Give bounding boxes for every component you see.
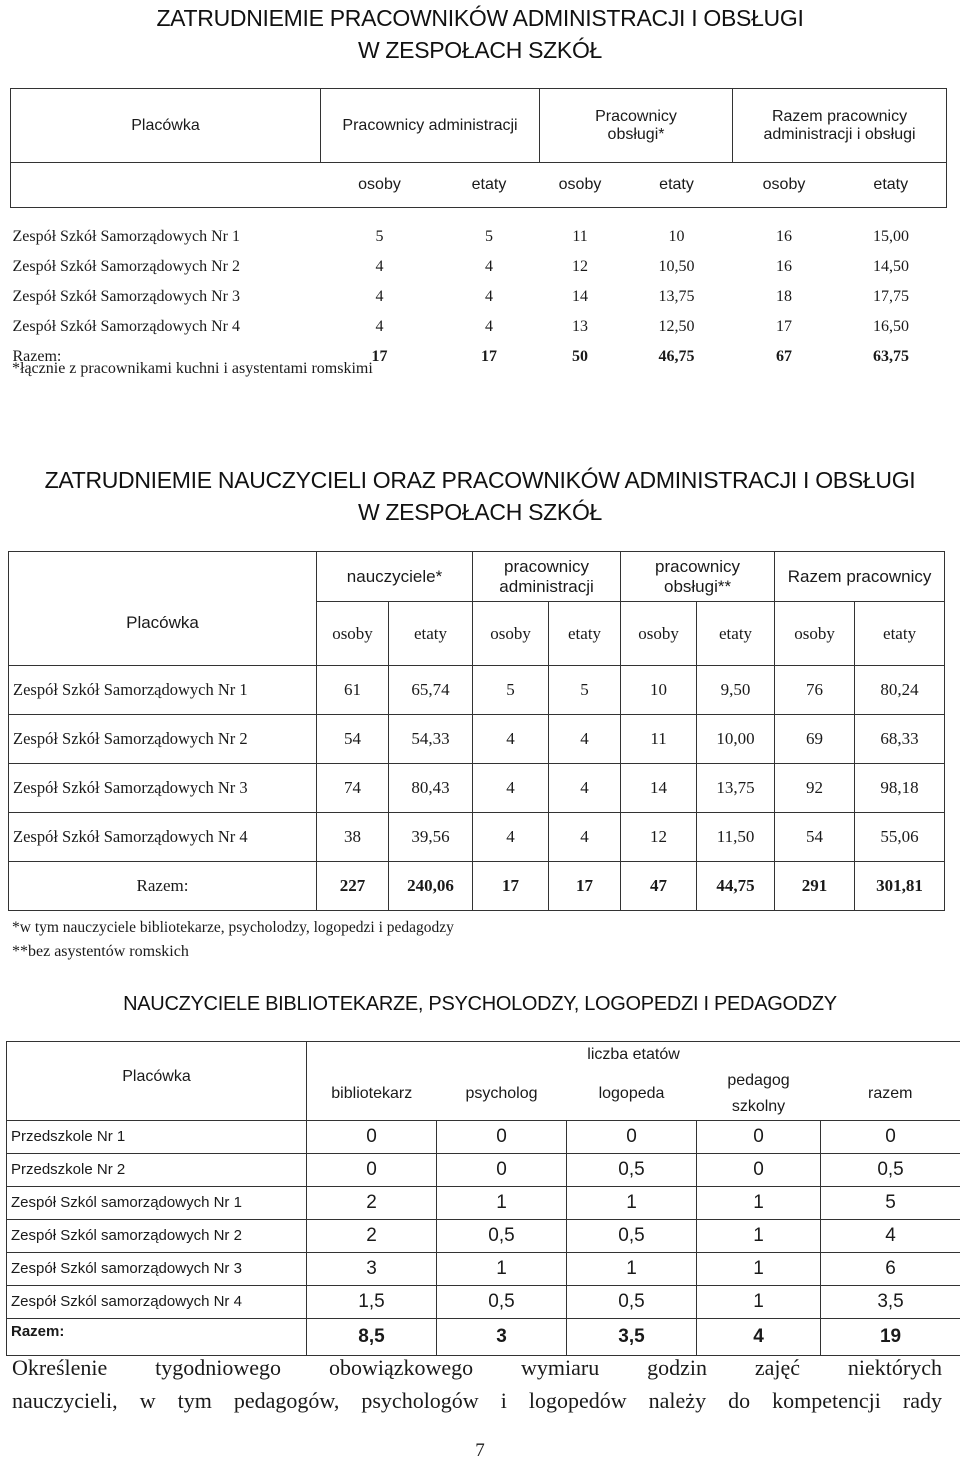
cell: 98,18: [855, 764, 945, 813]
total-cell: 240,06: [389, 862, 473, 911]
cell: 11: [572, 228, 588, 245]
total-cell: 46,75: [658, 348, 695, 365]
cell: 4: [375, 258, 384, 275]
subheader-cell: etaty: [621, 163, 733, 208]
cell: 0: [567, 1120, 697, 1153]
cell: 1: [697, 1219, 821, 1252]
table-row: [7, 1153, 960, 1186]
cell: 76: [775, 666, 855, 715]
table-row: [7, 1186, 960, 1219]
subheader-cell: etaty: [549, 602, 621, 666]
total-cell: 17: [549, 862, 621, 911]
header-pedagog-line1: pedagog: [727, 1071, 790, 1089]
total-cell: 63,75: [873, 348, 910, 365]
cell: 4: [473, 764, 549, 813]
cell: 4: [485, 318, 493, 335]
row-name: Zespół Szkół Samorządowych Nr 3: [9, 764, 317, 813]
section2-title-line1: ZATRUDNIEMIE NAUCZYCIELI ORAZ PRACOWNIKÓW ADMINISTRACJI I OBSŁUGI: [44, 467, 916, 493]
cell: 61: [317, 666, 389, 715]
subheader-empty: [11, 163, 321, 208]
header-pedagog-line2: szkolny: [731, 1097, 786, 1115]
header-admin: Pracownicy administracji: [321, 89, 540, 163]
cell: 1: [437, 1252, 567, 1285]
cell: 0: [821, 1120, 960, 1153]
subheader-cell: etaty: [389, 602, 473, 666]
table-row: [7, 1219, 960, 1252]
total-cell: 19: [821, 1318, 960, 1355]
cell: 16: [776, 228, 793, 245]
total-cell: 50: [572, 348, 589, 365]
cell: 0,5: [567, 1285, 697, 1318]
cell: 11,50: [697, 813, 775, 862]
cell: 16: [776, 258, 793, 275]
header-razem-line1: Razem pracownicy: [771, 107, 908, 125]
subheader-cell: etaty: [439, 163, 540, 208]
total-cell: 3: [437, 1318, 567, 1355]
subheader-cell: etaty: [836, 163, 947, 208]
cell: 13,75: [697, 764, 775, 813]
subheader-cell: osoby: [540, 163, 621, 208]
cell: 10: [621, 666, 697, 715]
table-row: [9, 764, 945, 813]
header-pedagog: [697, 1068, 821, 1121]
cell: 2: [307, 1186, 437, 1219]
cell: 5: [549, 666, 621, 715]
cell: 0: [437, 1153, 567, 1186]
cell: 5: [485, 228, 493, 245]
section2-footnote2: **bez asystentów romskich: [12, 943, 189, 960]
section2-title-line2: W ZESPOŁACH SZKÓŁ: [357, 499, 603, 525]
table-row: [11, 222, 947, 252]
subheader-cell: osoby: [317, 602, 389, 666]
cell: 10,00: [697, 715, 775, 764]
header-logopeda: logopeda: [567, 1068, 697, 1121]
teachers-staff-table: [8, 551, 945, 911]
header-obsluga: [540, 89, 733, 163]
section3-title: NAUCZYCIELE BIBLIOTEKARZE, PSYCHOLODZY, LOGOPEDZI I PEDAGODZY: [123, 993, 837, 1015]
cell: 0,5: [437, 1285, 567, 1318]
header-liczba-etatow: liczba etatów: [307, 1042, 960, 1068]
header-razem-line2: administracji i obsługi: [763, 125, 916, 143]
cell: 68,33: [855, 715, 945, 764]
total-cell: 17: [473, 862, 549, 911]
cell: 18: [776, 288, 793, 305]
body-paragraph: [12, 1351, 942, 1417]
cell: 1: [567, 1252, 697, 1285]
total-cell: 4: [697, 1318, 821, 1355]
paragraph-line1: Określenie tygodniowego obowiązkowego wymiaru godzin zajęć niektórych: [12, 1355, 942, 1380]
cell: 2: [307, 1219, 437, 1252]
row-name: Zespół Szkół Samorządowych Nr 3: [12, 288, 241, 305]
cell: 0,5: [437, 1219, 567, 1252]
cell: 17: [776, 318, 793, 335]
row-name: Przedszkole Nr 1: [7, 1120, 307, 1153]
total-cell: 227: [317, 862, 389, 911]
cell: 4: [549, 715, 621, 764]
cell: 0,5: [821, 1153, 960, 1186]
table-row: [11, 282, 947, 312]
cell: 4: [549, 764, 621, 813]
cell: 3,5: [821, 1285, 960, 1318]
cell: 0,5: [567, 1153, 697, 1186]
header-placowka: Placówka: [7, 1042, 307, 1121]
total-label: Razem:: [9, 862, 317, 911]
cell: 15,00: [873, 228, 910, 245]
row-name: Zespół Szkól samorządowych Nr 2: [7, 1219, 307, 1252]
cell: 0: [307, 1120, 437, 1153]
table-row: [9, 715, 945, 764]
header-placowka: Placówka: [11, 89, 321, 163]
spacer: [11, 208, 947, 223]
header-obsluga-line2: obsługi*: [607, 125, 665, 143]
cell: 14,50: [873, 258, 910, 275]
total-cell: 291: [775, 862, 855, 911]
total-label: Razem:: [7, 1318, 307, 1355]
cell: 12: [621, 813, 697, 862]
cell: 10: [668, 228, 685, 245]
cell: 4: [375, 288, 384, 305]
header-obsluga-line1: pracownicy: [655, 556, 741, 576]
row-name: Przedszkole Nr 2: [7, 1153, 307, 1186]
row-name: Zespół Szkół Samorządowych Nr 4: [9, 813, 317, 862]
header-admin-line1: pracownicy: [504, 556, 590, 576]
cell: 5: [473, 666, 549, 715]
subheader-cell: etaty: [855, 602, 945, 666]
row-name: Zespół Szkół Samorządowych Nr 2: [9, 715, 317, 764]
total-cell: 8,5: [307, 1318, 437, 1355]
cell: 1,5: [307, 1285, 437, 1318]
cell: 4: [821, 1219, 960, 1252]
cell: 4: [549, 813, 621, 862]
cell: 1: [697, 1285, 821, 1318]
row-name: Zespół Szkól samorządowych Nr 3: [7, 1252, 307, 1285]
header-obsluga-line1: Pracownicy: [595, 107, 677, 125]
row-name: Zespół Szkół Samorządowych Nr 4: [12, 318, 241, 335]
total-cell: 67: [776, 348, 793, 365]
cell: 10,50: [658, 258, 695, 275]
row-name: Zespół Szkół Samorządowych Nr 1: [12, 228, 241, 245]
cell: 0,5: [567, 1219, 697, 1252]
section1-title-line2: W ZESPOŁACH SZKÓŁ: [357, 37, 603, 63]
cell: 4: [473, 715, 549, 764]
cell: 69: [775, 715, 855, 764]
cell: 0: [307, 1153, 437, 1186]
cell: 80,43: [389, 764, 473, 813]
section1-title: [0, 2, 960, 66]
staff-admin-table: [10, 88, 947, 372]
cell: 17,75: [873, 288, 910, 305]
cell: 92: [775, 764, 855, 813]
page-number: 7: [475, 1440, 485, 1461]
cell: 13: [572, 318, 589, 335]
cell: 11: [621, 715, 697, 764]
header-obsluga-line2: obsługi**: [663, 576, 732, 596]
cell: 4: [473, 813, 549, 862]
cell: 12,50: [658, 318, 695, 335]
cell: 39,56: [389, 813, 473, 862]
table-row: [7, 1120, 960, 1153]
cell: 0: [697, 1120, 821, 1153]
subheader-cell: osoby: [473, 602, 549, 666]
cell: 54: [317, 715, 389, 764]
row-name: Zespół Szkół Samorządowych Nr 1: [9, 666, 317, 715]
subheader-cell: osoby: [621, 602, 697, 666]
total-cell: 17: [481, 348, 497, 365]
header-obsluga: [621, 552, 775, 602]
cell: 16,50: [873, 318, 910, 335]
header-razem: razem: [821, 1068, 960, 1121]
cell: 12: [572, 258, 589, 275]
cell: 54: [775, 813, 855, 862]
specialist-teachers-table: [6, 1041, 960, 1356]
subheader-cell: osoby: [775, 602, 855, 666]
cell: 0: [697, 1153, 821, 1186]
cell: 5: [821, 1186, 960, 1219]
table-row: [11, 312, 947, 342]
cell: 1: [697, 1186, 821, 1219]
cell: 4: [485, 258, 493, 275]
header-razem: [733, 89, 947, 163]
header-razem: Razem pracownicy: [775, 552, 945, 602]
cell: 55,06: [855, 813, 945, 862]
table-row: [7, 1252, 960, 1285]
total-cell: 47: [621, 862, 697, 911]
total-label: Razem:: [12, 348, 62, 365]
cell: 1: [567, 1186, 697, 1219]
total-cell: 3,5: [567, 1318, 697, 1355]
row-name: Zespół Szkół Samorządowych Nr 2: [12, 258, 241, 275]
cell: 1: [697, 1252, 821, 1285]
table-row: [7, 1285, 960, 1318]
subheader-cell: osoby: [321, 163, 439, 208]
cell: 5: [375, 228, 384, 245]
subheader-cell: osoby: [733, 163, 836, 208]
row-name: Zespół Szkól samorządowych Nr 4: [7, 1285, 307, 1318]
cell: 4: [485, 288, 493, 305]
subheader-cell: etaty: [697, 602, 775, 666]
total-row: [9, 862, 945, 911]
section2-footnote1: *w tym nauczyciele bibliotekarze, psycholodzy, logopedzi i pedagodzy: [12, 919, 454, 936]
cell: 6: [821, 1252, 960, 1285]
cell: 13,75: [658, 288, 695, 305]
section1-footnote: *łącznie z pracownikami kuchni i asystentami romskimi: [12, 360, 373, 377]
cell: 1: [437, 1186, 567, 1219]
header-placowka: Placówka: [9, 552, 317, 666]
table-row: [9, 813, 945, 862]
cell: 4: [375, 318, 384, 335]
cell: 3: [307, 1252, 437, 1285]
cell: 80,24: [855, 666, 945, 715]
header-bibliotekarz: bibliotekarz: [307, 1068, 437, 1121]
table-row: [11, 252, 947, 282]
total-cell: 301,81: [855, 862, 945, 911]
header-nauczyciele: nauczyciele*: [317, 552, 473, 602]
cell: 9,50: [697, 666, 775, 715]
cell: 38: [317, 813, 389, 862]
header-psycholog: psycholog: [437, 1068, 567, 1121]
cell: 74: [317, 764, 389, 813]
cell: 0: [437, 1120, 567, 1153]
total-cell: 44,75: [697, 862, 775, 911]
total-row: [7, 1318, 960, 1355]
header-admin-line2: administracji: [499, 576, 594, 596]
row-name: Zespół Szkól samorządowych Nr 1: [7, 1186, 307, 1219]
cell: 14: [621, 764, 697, 813]
cell: 54,33: [389, 715, 473, 764]
cell: 65,74: [389, 666, 473, 715]
total-cell: 17: [371, 348, 388, 365]
table-row: [9, 666, 945, 715]
header-admin: [473, 552, 621, 602]
cell: 14: [572, 288, 589, 305]
section1-title-line1: ZATRUDNIEMIE PRACOWNIKÓW ADMINISTRACJI I OBSŁUGI: [156, 5, 804, 31]
section2-title: [0, 464, 960, 528]
paragraph-line2: nauczycieli, w tym pedagogów, psychologów i logopedów należy do kompetencji rady: [12, 1388, 942, 1413]
